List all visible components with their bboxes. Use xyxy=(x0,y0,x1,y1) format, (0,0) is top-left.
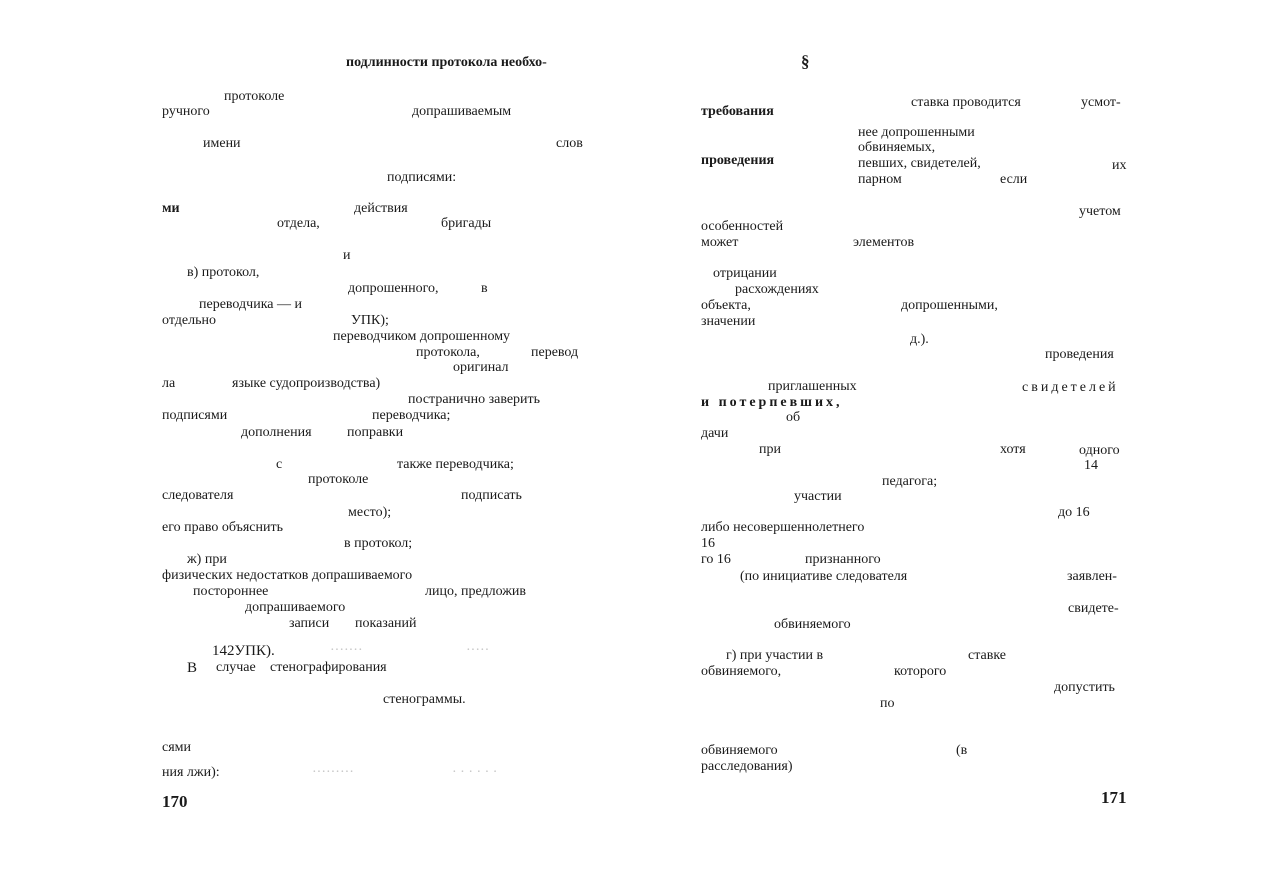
text-line: сями xyxy=(162,740,192,755)
text-line: элементов xyxy=(853,235,915,250)
text-line: хотя xyxy=(1000,442,1026,457)
text-line: парном xyxy=(858,172,902,187)
text-line: может xyxy=(701,235,739,250)
text-line: дачи xyxy=(701,426,729,441)
text-line: показаний xyxy=(355,616,417,631)
text-line: следователя xyxy=(162,488,234,503)
text-line: подлинности протокола необхо- xyxy=(346,55,547,70)
text-line: требования xyxy=(701,104,774,119)
text-line: ла xyxy=(162,376,176,391)
section-symbol: § xyxy=(801,52,810,71)
text-line: стенограммы. xyxy=(383,692,466,707)
text-line: языке судопроизводства) xyxy=(232,376,381,391)
right-page xyxy=(631,0,1263,893)
text-line: (в xyxy=(956,743,968,758)
text-line: в xyxy=(481,281,488,296)
text-line: расследования) xyxy=(701,759,793,774)
text-line: подписать xyxy=(461,488,522,503)
text-line: подписями: xyxy=(387,170,457,185)
text-line: свидете- xyxy=(1068,601,1119,616)
page-number: 171 xyxy=(1101,788,1127,807)
text-line: допрошенного, xyxy=(348,281,439,296)
text-line: 14 xyxy=(1084,458,1098,473)
text-line: В xyxy=(187,660,198,676)
text-line: бригады xyxy=(441,216,492,231)
text-line: особенностей xyxy=(701,219,784,234)
text-line: постранично заверить xyxy=(408,392,541,407)
text-line: случае xyxy=(216,660,256,675)
text-line: перевод xyxy=(531,345,579,360)
text-line: ния лжи): xyxy=(162,765,220,780)
text-line: место); xyxy=(348,505,392,520)
text-line: их xyxy=(1112,158,1127,173)
page-number: 170 xyxy=(162,792,188,811)
text-line: обвиняемых, xyxy=(858,140,936,155)
text-line: усмот- xyxy=(1081,95,1121,110)
text-line: значении xyxy=(701,314,756,329)
text-line: ж) при xyxy=(187,552,227,567)
text-line: отдела, xyxy=(277,216,320,231)
text-line: которого xyxy=(894,664,947,679)
text-line: свидетелей xyxy=(1022,380,1119,395)
text-line: также переводчика; xyxy=(397,457,514,472)
text-line: переводчика; xyxy=(372,408,451,423)
text-line: признанного xyxy=(805,552,881,567)
text-line: одного xyxy=(1079,443,1120,458)
text-line: оригинал xyxy=(453,360,509,375)
text-line: при xyxy=(759,442,781,457)
text-line: проведения xyxy=(1045,347,1114,362)
text-line: ми xyxy=(162,201,180,216)
text-line: обвиняемого xyxy=(774,617,851,632)
text-line: 142УПК). xyxy=(212,643,275,659)
text-line: и xyxy=(343,248,351,263)
text-line: заявлен- xyxy=(1067,569,1117,584)
text-line: физических недостатков допрашиваемого xyxy=(162,568,413,583)
text-line: протоколе xyxy=(308,472,369,487)
text-line: в протокол; xyxy=(344,536,413,551)
text-line: имени xyxy=(203,136,241,151)
text-line: лицо, предложив xyxy=(425,584,527,599)
text-line: допрашиваемого xyxy=(245,600,346,615)
faint-text-smudge: ········· xyxy=(312,765,354,780)
text-line: поправки xyxy=(347,425,404,440)
text-line: УПК); xyxy=(351,313,389,328)
text-line: расхождениях xyxy=(735,282,819,297)
text-line: го 16 xyxy=(701,552,731,567)
text-line: действия xyxy=(354,201,408,216)
text-line: если xyxy=(1000,172,1028,187)
text-line: г) при участии в xyxy=(726,648,824,663)
text-line: протоколе xyxy=(224,89,285,104)
text-line: певших, свидетелей, xyxy=(858,156,981,171)
text-line: 16 xyxy=(701,536,715,551)
text-line: об xyxy=(786,410,801,425)
text-line: слов xyxy=(556,136,583,151)
faint-text-smudge: · · · · · · xyxy=(452,765,498,780)
text-line: в) протокол, xyxy=(187,265,260,280)
text-line: обвиняемого, xyxy=(701,664,782,679)
text-line: постороннее xyxy=(193,584,269,599)
faint-text-smudge: ······· xyxy=(330,643,363,658)
text-line: объекта, xyxy=(701,298,751,313)
text-line: учетом xyxy=(1079,204,1121,219)
text-line: обвиняемого xyxy=(701,743,778,758)
text-line: ручного xyxy=(162,104,210,119)
text-line: ставка проводится xyxy=(911,95,1021,110)
text-line: подписями xyxy=(162,408,228,423)
text-line: с xyxy=(276,457,283,472)
text-line: отрицании xyxy=(713,266,777,281)
left-page xyxy=(0,0,631,893)
text-line: стенографирования xyxy=(270,660,387,675)
text-line: дополнения xyxy=(241,425,312,440)
text-line: участии xyxy=(794,489,842,504)
text-line: д.). xyxy=(910,332,929,347)
text-line: ставке xyxy=(968,648,1006,663)
faint-text-smudge: ····· xyxy=(466,643,490,658)
text-line: педагога; xyxy=(882,474,938,489)
text-line: (по инициативе следователя xyxy=(740,569,908,584)
text-line: нее допрошенными xyxy=(858,125,975,140)
text-line: допрошенными, xyxy=(901,298,998,313)
text-line: допрашиваемым xyxy=(412,104,512,119)
text-line: до 16 xyxy=(1058,505,1090,520)
text-line: допустить xyxy=(1054,680,1115,695)
text-line: его право объяснить xyxy=(162,520,283,535)
text-line: протокола, xyxy=(416,345,480,360)
text-line: и потерпевших, xyxy=(701,395,843,410)
text-line: переводчика — и xyxy=(199,297,302,312)
text-line: записи xyxy=(289,616,330,631)
text-line: либо несовершеннолетнего xyxy=(701,520,865,535)
text-line: отдельно xyxy=(162,313,216,328)
text-line: переводчиком допрошенному xyxy=(333,329,511,344)
text-line: по xyxy=(880,696,895,711)
text-line: приглашенных xyxy=(768,379,857,394)
text-line: проведения xyxy=(701,153,775,168)
